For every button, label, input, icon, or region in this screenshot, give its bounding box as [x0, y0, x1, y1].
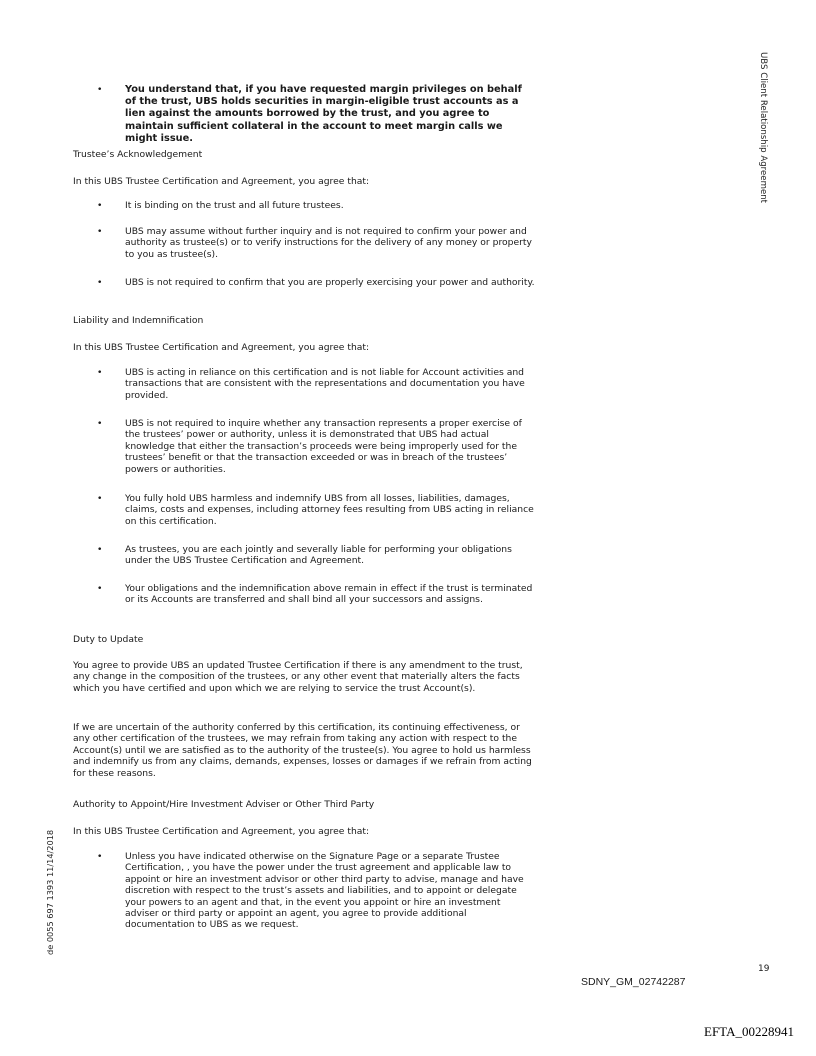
side-document-title: UBS Client Relationship Agreement — [758, 52, 768, 204]
list-item-text: UBS is acting in reliance on this certification and is not liable for Account activities and transactions that are consistent with the representations and documentation you have provided. — [125, 367, 525, 401]
bullet-marker: • — [97, 277, 103, 288]
bullet-marker: • — [97, 583, 103, 594]
list-item-text: It is binding on the trust and all future trustees. — [125, 200, 344, 211]
side-document-stamp: de 0055 697 1393 11/14/2018 — [45, 829, 55, 955]
list-item-text: UBS is not required to confirm that you are properly exercising your power and authority. — [125, 277, 535, 288]
paragraph: You agree to provide UBS an updated Trustee Certification if there is any amendment to the trust, any change in the composition of the trustees, or any other event that materially alters the facts which you have certified and upon which we are relying to service the trust Account(s). — [73, 660, 523, 694]
section-intro: In this UBS Trustee Certification and Agreement, you agree that: — [73, 176, 370, 187]
list-item-text: As trustees, you are each jointly and severally liable for performing your obligations under the UBS Trustee Certification and Agreement. — [125, 544, 512, 567]
bullet-marker: • — [97, 84, 103, 95]
section-heading-authority: Authority to Appoint/Hire Investment Adviser or Other Third Party — [73, 799, 375, 810]
list-item-text: Unless you have indicated otherwise on the Signature Page or a separate Trustee Certification, , you have the power under the trust agreement and applicable law to appoint or hire an investment advisor or other third party to advise, manage and have discretion with respect to the trust’s assets and liabilities, and to appoint or delegate your powers to an agent and that, in the event you appoint or hire an investment adviser or third party or appoint an agent, you agree to provide additional documentation to UBS as we request. — [125, 851, 524, 931]
bullet-marker: • — [97, 367, 103, 378]
list-item-text: You fully hold UBS harmless and indemnify UBS from all losses, liabilities, damages, claims, costs and expenses, including attorney fees resulting from UBS acting in reliance on this certification. — [125, 493, 534, 527]
efta-number: EFTA_00228941 — [704, 1024, 794, 1039]
section-intro: In this UBS Trustee Certification and Agreement, you agree that: — [73, 342, 370, 353]
list-item-text: Your obligations and the indemnification above remain in effect if the trust is terminated or its Accounts are transferred and shall bind all your successors and assigns. — [125, 583, 533, 606]
section-heading-duty-to-update: Duty to Update — [73, 634, 144, 645]
bullet-marker: • — [97, 544, 103, 555]
bullet-marker: • — [97, 418, 103, 429]
list-item-text: UBS is not required to inquire whether any transaction represents a proper exercise of the trustees’ power or authority, unless it is demonstrated that UBS had actual knowledge that either the transaction’s proceeds were being improperly used for the trustees’ benefit or that the transaction exceeded or was in breach of the trustees’ powers or authorities. — [125, 418, 522, 475]
bullet-marker: • — [97, 226, 103, 237]
bullet-marker: • — [97, 200, 103, 211]
bates-number: SDNY_GM_02742287 — [581, 976, 686, 988]
list-item-text: UBS may assume without further inquiry and is not required to confirm your power and authority as trustee(s) or to verify instructions for the delivery of any money or property to you as trustee(s). — [125, 226, 532, 260]
paragraph: If we are uncertain of the authority conferred by this certification, its continuing effectiveness, or any other certification of the trustees, we may refrain from taking any action with respect to the Account(s) until we are satisfied as to the authority of the trustee(s). You agree to hold us harmless and indemnify us from any claims, demands, expenses, losses or damages if we refrain from acting for these reasons. — [73, 722, 532, 779]
section-intro: In this UBS Trustee Certification and Agreement, you agree that: — [73, 826, 370, 837]
list-item-text: You understand that, if you have requested margin privileges on behalf of the trust, UBS holds securities in margin-eligible trust accounts as a lien against the amounts borrowed by the trust, and you agree to maintain sufficient collateral in the account to meet margin calls we might issue. — [125, 84, 522, 144]
bullet-marker: • — [97, 851, 103, 862]
section-heading-liability: Liability and Indemnification — [73, 315, 204, 326]
page-number: 19 — [758, 964, 770, 974]
bullet-marker: • — [97, 493, 103, 504]
section-heading-trustee-acknowledgement: Trustee’s Acknowledgement — [73, 149, 203, 160]
